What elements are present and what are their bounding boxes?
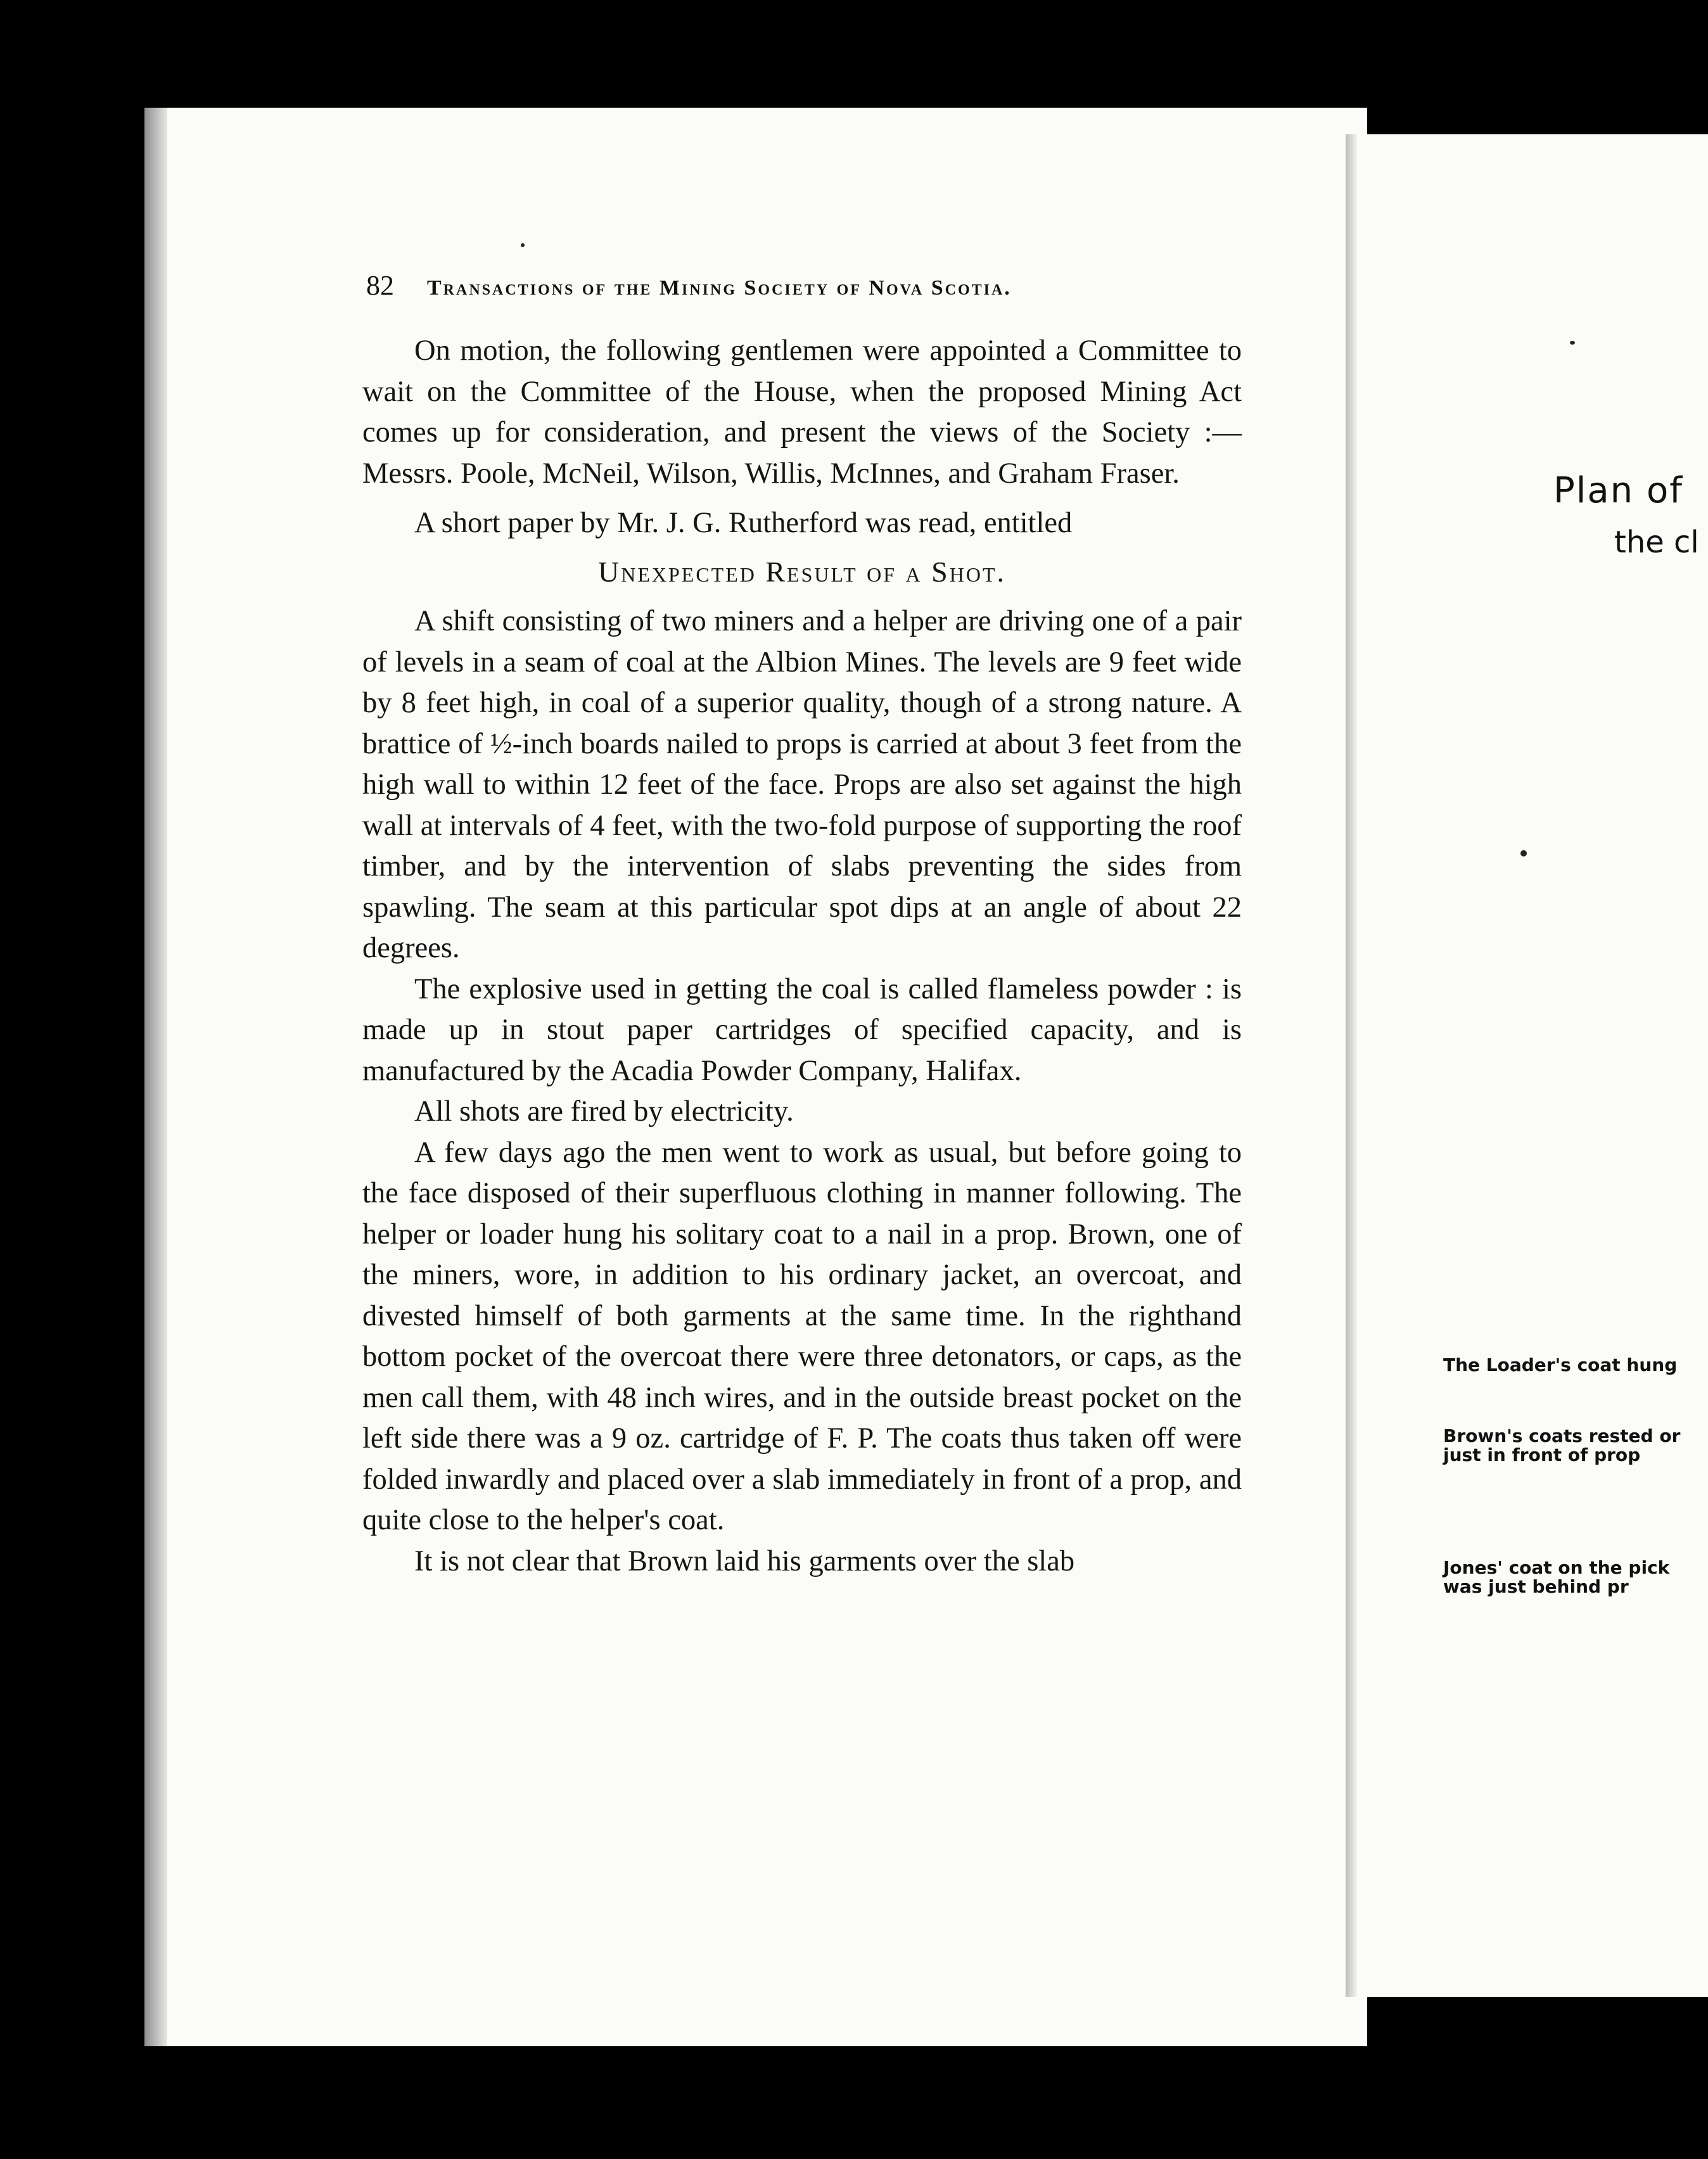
paragraph-shift: A shift consisting of two miners and a helper are driving one of a pair of levels in a seam of coal at the Albion Mines. The levels are 9 feet wide by 8 feet high, in coal of a superior quality, though of a strong nature. A brattice of ½-inch boards nailed to props is carried at about 3 feet from the high wall to within 12 feet of the face. Props are also set against the high wall at intervals of 4 feet, with the two-fold purpose of supporting the roof timber, and by the intervention of slabs preventing the sides from spawling. The seam at this particular spot dips at an angle of about 22 degrees.: [362, 605, 1242, 964]
plan-title: Plan of: [1553, 470, 1683, 511]
note-loader-coat-line: The Loader's coat hung: [1443, 1354, 1678, 1375]
paragraph-committee: On motion, the following gentlemen were appointed a Committee to wait on the Committee of the House, when the proposed Mining Act comes up for consideration, and present the views of the Society :—Messrs. Poole, McNeil, Wilson, Willis, McInnes, and Graham Fraser.: [362, 334, 1242, 490]
running-head-title: Transactions of the Mining Society of Nova Scotia.: [427, 276, 1012, 300]
section-title: Unexpected Result of a Shot.: [597, 555, 1007, 588]
note-brown-coats-line2: just in front of prop: [1443, 1444, 1641, 1465]
note-jones-coat: [1443, 1558, 1669, 1596]
running-head: [366, 269, 1234, 302]
paragraph-paper-intro: A short paper by Mr. J. G. Rutherford was read, entitled: [414, 507, 1073, 539]
note-jones-coat-line2: was just behind pr: [1443, 1576, 1629, 1597]
body-text: [362, 331, 1242, 1582]
paragraph-explosive: The explosive used in getting the coal is called flameless powder : is made up in stout paper cartridges of specified capacity, and is manufactured by the Acadia Powder Company, Halifax.: [362, 972, 1242, 1087]
right-page-edge-shadow: [1346, 134, 1357, 1997]
print-speck: [1520, 850, 1527, 857]
paragraph-brown: It is not clear that Brown laid his garments over the slab: [414, 1544, 1075, 1577]
page-gutter-shadow: [144, 108, 167, 2046]
print-speck: [1570, 341, 1575, 345]
note-loader-coat: [1443, 1356, 1677, 1375]
note-jones-coat-line1: Jones' coat on the pick: [1443, 1557, 1670, 1578]
paragraph-electricity: All shots are fired by electricity.: [414, 1095, 794, 1128]
note-brown-coats-line1: Brown's coats rested or: [1443, 1425, 1681, 1446]
right-page: [1346, 134, 1708, 1997]
paragraph-clothing: A few days ago the men went to work as usual, but before going to the face disposed of their superfluous clothing in manner following. The helper or loader hung his solitary coat to a nail in a prop. Brown, one of the miners, wore, in addition to his ordinary jacket, an overcoat, and divested himself of both garments at the same time. In the righthand bottom pocket of the overcoat there were three detonators, or caps, as the men call them, with 48 inch wires, and in the outside breast pocket on the left side there was a 9 oz. cartridge of F. P. The coats thus taken off were folded inwardly and placed over a slab immediately in front of a prop, and quite close to the helper's coat.: [362, 1136, 1242, 1536]
page-number: 82: [366, 270, 394, 301]
plan-subtitle: the cl: [1614, 525, 1699, 560]
print-speck: [521, 243, 525, 247]
note-brown-coats: [1443, 1427, 1680, 1465]
